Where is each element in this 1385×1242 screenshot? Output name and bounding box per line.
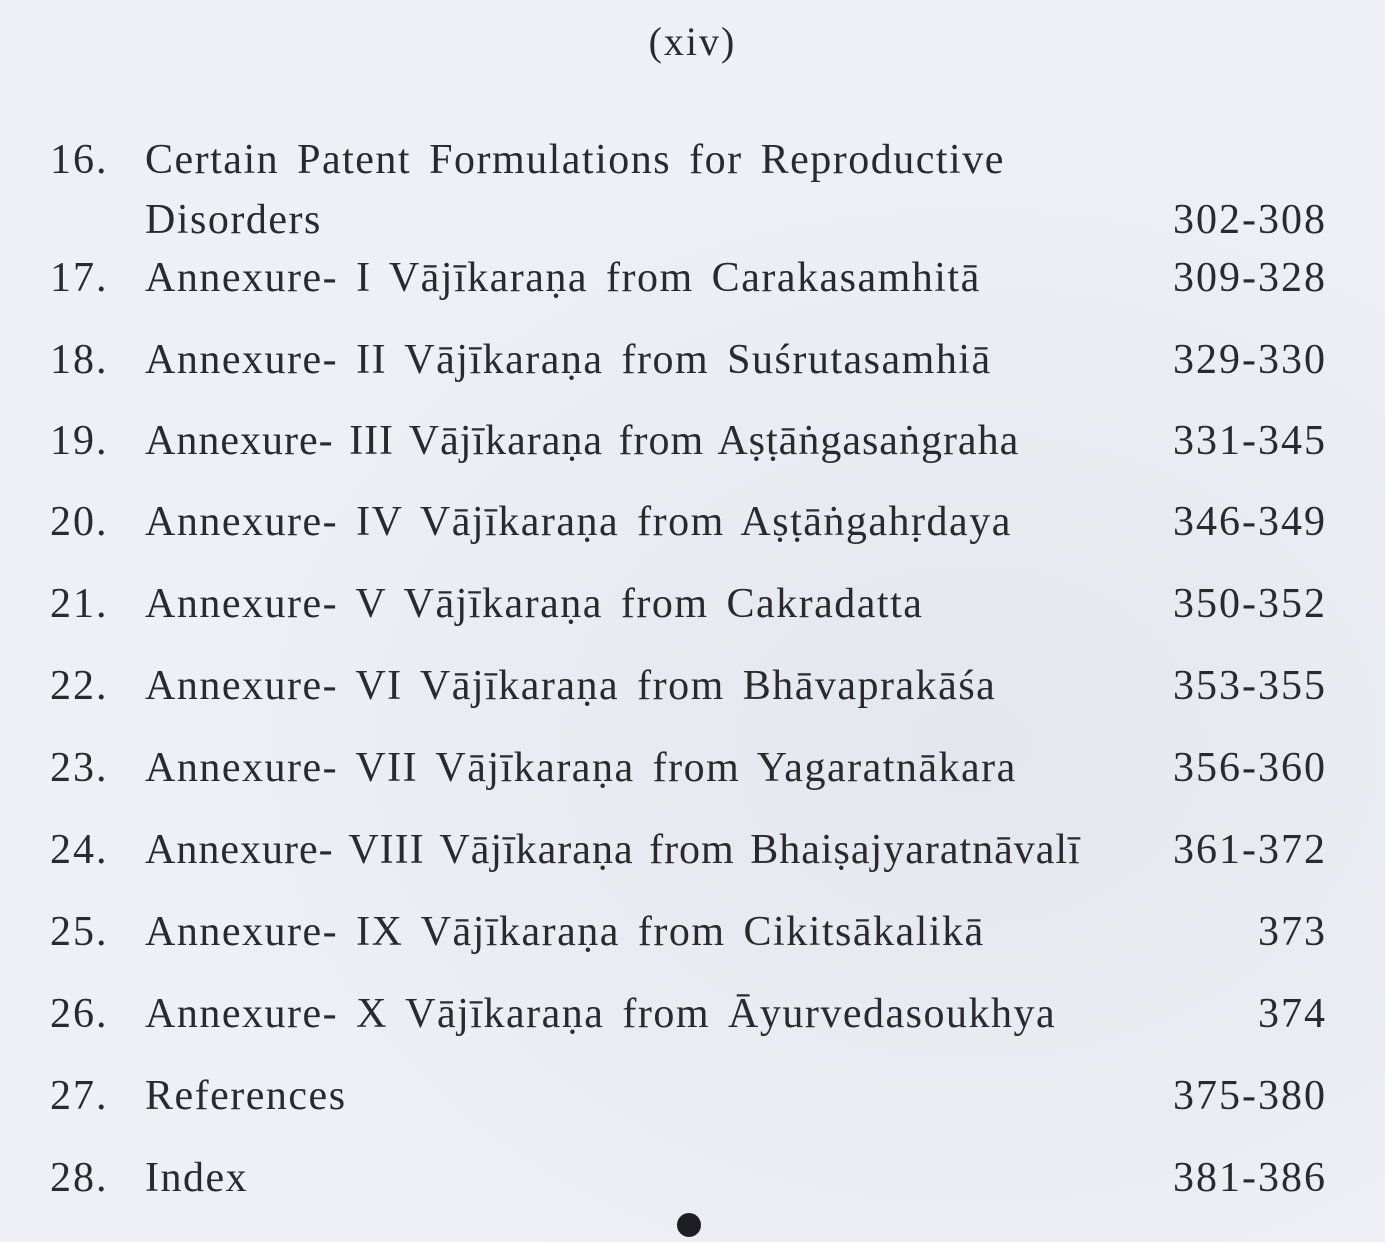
- entry-pages: 356-360: [1173, 745, 1327, 791]
- toc-entry: [0, 984, 1385, 1044]
- toc-entry: [0, 411, 1385, 471]
- entry-number: 16.: [50, 137, 109, 183]
- entry-title: Annexure- VIII Vājīkaraṇa from Bhaiṣajyaratnāvalī: [145, 827, 1081, 873]
- entry-pages: 302-308: [1173, 197, 1327, 243]
- toc-entry: [0, 1066, 1385, 1126]
- entry-number: 21.: [50, 581, 109, 627]
- toc-entry: [0, 330, 1385, 390]
- entry-number: 17.: [50, 255, 109, 301]
- entry-number: 22.: [50, 663, 109, 709]
- entry-number: 25.: [50, 909, 109, 955]
- entry-pages: 346-349: [1173, 499, 1327, 545]
- entry-pages: 374: [1258, 991, 1327, 1037]
- entry-pages: 353-355: [1173, 663, 1327, 709]
- entry-title: Annexure- VII Vājīkaraṇa from Yagaratnākara: [145, 745, 1017, 791]
- entry-title-continuation: Disorders: [145, 197, 322, 243]
- entry-pages: 309-328: [1173, 255, 1327, 301]
- entry-title: References: [145, 1073, 347, 1119]
- toc-entry: [0, 130, 1385, 190]
- toc-entry: [0, 656, 1385, 716]
- entry-number: 18.: [50, 337, 109, 383]
- toc-entry: [0, 738, 1385, 798]
- entry-title: Annexure- X Vājīkaraṇa from Āyurvedasoukhya: [145, 991, 1057, 1037]
- entry-number: 23.: [50, 745, 109, 791]
- entry-pages: 375-380: [1173, 1073, 1327, 1119]
- entry-title: Annexure- III Vājīkaraṇa from Aṣṭāṅgasaṅgraha: [145, 418, 1020, 464]
- entry-title: Annexure- IX Vājīkaraṇa from Cikitsākalikā: [145, 909, 985, 955]
- entry-pages: 381-386: [1173, 1155, 1327, 1201]
- entry-pages: 361-372: [1173, 827, 1327, 873]
- entry-pages: 350-352: [1173, 581, 1327, 627]
- page-number: (xiv): [648, 19, 737, 64]
- entry-title: Annexure- II Vājīkaraṇa from Suśrutasamhiā: [145, 337, 992, 383]
- entry-title: Annexure- IV Vājīkaraṇa from Aṣṭāṅgahṛdaya: [145, 499, 1012, 545]
- toc-entry: [0, 1148, 1385, 1208]
- entry-number: 27.: [50, 1073, 109, 1119]
- entry-title: Certain Patent Formulations for Reproductive: [145, 137, 1005, 183]
- entry-title: Annexure- I Vājīkaraṇa from Carakasamhitā: [145, 255, 981, 301]
- toc-entry-continuation: [0, 190, 1385, 250]
- toc-entry: [0, 820, 1385, 880]
- entry-number: 28.: [50, 1155, 109, 1201]
- entry-pages: 373: [1258, 909, 1327, 955]
- entry-pages: 331-345: [1173, 418, 1327, 464]
- entry-title: Annexure- V Vājīkaraṇa from Cakradatta: [145, 581, 924, 627]
- entry-title: Index: [145, 1155, 249, 1201]
- end-bullet-icon: [677, 1213, 701, 1237]
- toc-entry: [0, 248, 1385, 308]
- entry-number: 19.: [50, 418, 109, 464]
- entry-title: Annexure- VI Vājīkaraṇa from Bhāvaprakāśa: [145, 663, 997, 709]
- entry-number: 26.: [50, 991, 109, 1037]
- entry-number: 20.: [50, 499, 109, 545]
- toc-entry: [0, 574, 1385, 634]
- entry-pages: 329-330: [1173, 337, 1327, 383]
- toc-entry: [0, 902, 1385, 962]
- toc-entry: [0, 492, 1385, 552]
- entry-number: 24.: [50, 827, 109, 873]
